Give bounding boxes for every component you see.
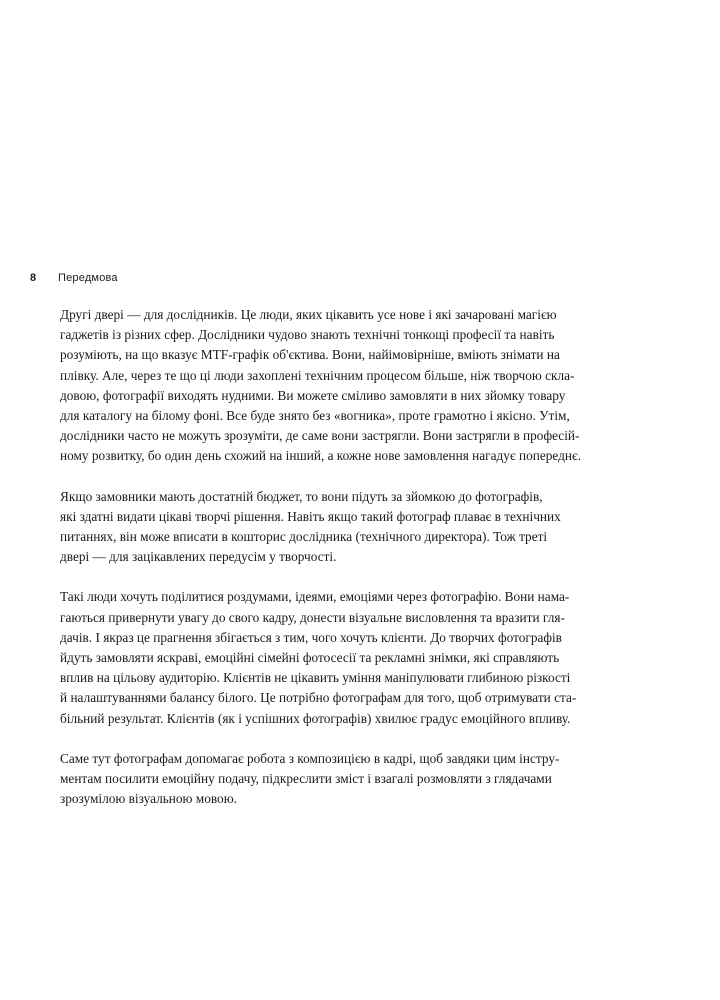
text-line: двері — для зацікавлених передусім у творчості.	[60, 549, 337, 565]
running-header	[30, 272, 118, 284]
text-line: Другі двері — для дослідників. Це люди, яких цікавить усе нове і які зачаровані магією	[60, 307, 557, 322]
text-line: Саме тут фотографам допомагає робота з композицією в кадрі, щоб завдяки цим інстру-	[60, 750, 560, 766]
text-line: йдуть замовляти яскраві, емоційні сімейні фотосесії та рекламні знімки, які справляють	[60, 650, 560, 666]
text-line: ному розвитку, бо один день схожий на інший, а кожне нове замовлення нагадує попереднє.	[60, 448, 582, 464]
text-line: плівку. Але, через те що ці люди захоплені технічним процесом більше, ніж творчою скла-	[60, 367, 575, 383]
page-number: 8	[30, 272, 37, 284]
text-line: дачів. І якраз це прагнення збігається з тим, чого хочуть клієнти. До творчих фотографів	[60, 629, 562, 645]
text-line: зрозумілою візуальною мовою.	[60, 791, 237, 807]
text-line: дослідники часто не можуть зрозуміти, де саме вони застрягли. Вони застрягли в професій-	[60, 428, 580, 444]
text-line: які здатні видати цікаві творчі рішення. Навіть якщо такий фотограф плаває в технічних	[60, 508, 561, 524]
paragraph	[60, 587, 577, 728]
text-line: більний результат. Клієнтів (як і успішних фотографів) хвилює градус емоційного впливу.	[60, 710, 571, 726]
text-line: ментам посилити емоційну подачу, підкреслити зміст і взагалі розмовляти з глядачами	[60, 771, 552, 787]
text-line: довою, фотографії виходять нудними. Ви можете сміливо замовляти в них зйомку товару	[60, 387, 566, 403]
text-line: Такі люди хочуть поділитися роздумами, ідеями, емоціями через фотографію. Вони нама-	[60, 589, 570, 605]
text-line: Якщо замовники мають достатній бюджет, то вони підуть за зйомкою до фотографів,	[60, 488, 543, 504]
text-line: гаються привернути увагу до свого кадру, донести візуальне висловлення та вразити гля-	[60, 609, 565, 625]
text-line: питаннях, він може вписати в кошторис дослідника (технічного директора). Тож треті	[60, 529, 548, 545]
text-line: для каталогу на білому фоні. Все буде знято без «вогника», проте грамотно і якісно. Утім,	[60, 408, 570, 424]
paragraph	[60, 487, 561, 568]
text-line: гаджетів із різних сфер. Дослідники чудово знають технічні тонкощі професії та навіть	[60, 327, 555, 343]
paragraph	[60, 749, 560, 810]
section-title: Передмова	[58, 272, 118, 284]
paragraph	[60, 305, 582, 467]
body-text	[60, 305, 582, 829]
text-line: й налаштуваннями балансу білого. Це потрібно фотографам для того, щоб отримувати ста-	[60, 690, 577, 706]
text-line: розуміють, на що вказує MTF-графік об'єктива. Вони, найімовірніше, вміють знімати на	[60, 347, 560, 363]
text-line: вплив на цільову аудиторію. Клієнтів не цікавить уміння маніпулювати глибиною різкості	[60, 670, 571, 686]
